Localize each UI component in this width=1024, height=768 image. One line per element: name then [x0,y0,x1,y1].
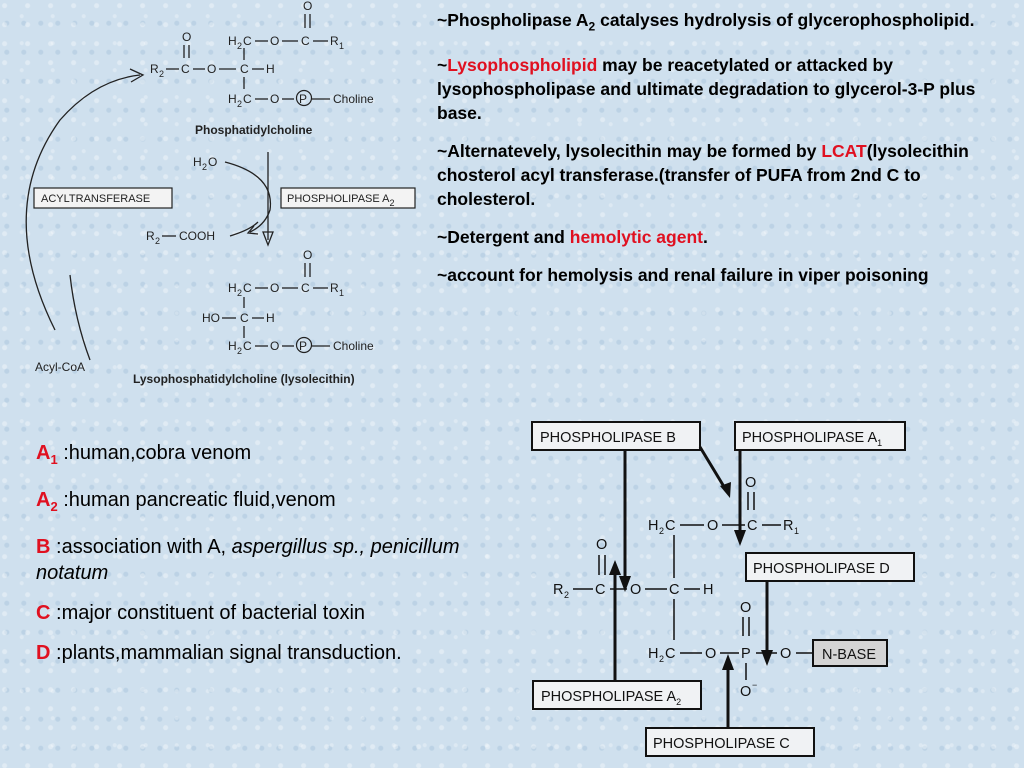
phospholipase-a1-label: PHOSPHOLIPASE $A_1$ [742,430,883,448]
phospholipase-d-label: PHOSPHOLIPASE D [753,561,890,577]
phospholipase-a2-label-diagram: PHOSPHOLIPASE $A_2$ [541,689,682,707]
svg-text:R: R [553,582,564,598]
svg-text:O: O [270,34,280,48]
svg-text:O: O [740,684,752,700]
svg-text:O: O [270,92,280,106]
svg-text:1: 1 [794,526,800,536]
type-b: B :association with A, aspergillus sp., penicillum notatum [36,536,460,584]
svg-text:C: C [301,281,310,295]
svg-text:O: O [182,30,192,44]
svg-text:2: 2 [237,99,243,109]
svg-text:1: 1 [339,41,345,51]
n-base-label: N-BASE [822,647,876,663]
svg-text:Choline: Choline [333,92,374,106]
svg-text:2: 2 [659,526,665,536]
svg-text:C: C [243,34,252,48]
svg-text:H: H [228,34,237,48]
svg-text:C: C [301,34,310,48]
svg-text:2: 2 [159,69,165,79]
svg-text:HO: HO [202,311,220,325]
acyltransferase-label: ACYLTRANSFERASE [41,193,151,205]
svg-text:O: O [705,646,717,662]
svg-text:C: C [181,62,190,76]
phospholipase-c-label: PHOSPHOLIPASE C [653,736,790,752]
svg-text:2: 2 [155,236,161,246]
phospholipase-a2-label: PHOSPHOLIPASE $A_2$ [287,193,395,208]
svg-text:P: P [299,92,308,106]
phosphatidylcholine-label: Phosphatidylcholine [195,123,313,137]
svg-text:1: 1 [339,288,345,298]
svg-text:O: O [207,62,217,76]
svg-text:O: O [745,475,757,491]
svg-text:H: H [228,92,237,106]
svg-text:R: R [330,281,339,295]
svg-text:C: C [240,311,249,325]
bullet-lcat: ~Alternatevely, lysolecithin may be formed by LCAT(lysolecithin chosterol acyl transferase.(transfer of PUFA from 2nd C to cholesterol. [437,140,969,209]
svg-text:2: 2 [564,590,570,600]
acyl-coa-label: Acyl-CoA [35,360,86,374]
svg-text:O: O [596,537,608,553]
svg-text:O: O [270,281,280,295]
svg-text:O: O [740,600,752,616]
svg-text:COOH: COOH [179,229,215,243]
bullet-phospholipase-a2: ~Phospholipase $A_2$ catalyses hydrolysis of glycerophospholipid. [437,10,975,34]
bullet-lysophospholipid: ~Lysophospholipid may be reacetylated or attacked by lysophospholipase and ultimate degradation to glycerol-3-P plus base. [437,54,976,123]
svg-text:H: H [648,646,659,662]
svg-text:Choline: Choline [333,339,374,353]
svg-text:C: C [243,92,252,106]
svg-text:O: O [303,248,313,262]
svg-text:C: C [665,518,676,534]
svg-text:H: H [266,311,275,325]
svg-text:H: H [266,62,275,76]
svg-text:O: O [270,339,280,353]
svg-text:O: O [780,646,792,662]
svg-text:C: C [665,646,676,662]
type-a2: $A_2$ :human pancreatic fluid,venom [36,489,336,514]
svg-text:R: R [330,34,339,48]
type-a1: $A_1$ :human,cobra venom [36,442,252,467]
svg-text:C: C [747,518,758,534]
bullet-hemolytic: ~Detergent and hemolytic agent. [437,226,708,247]
svg-text:O: O [303,0,313,13]
svg-text:2: 2 [237,41,243,51]
svg-text:R: R [150,62,159,76]
svg-text:P: P [299,339,308,353]
svg-text:H: H [228,339,237,353]
svg-text:C: C [243,281,252,295]
svg-text:P: P [741,646,751,662]
svg-text:C: C [243,339,252,353]
bullet-viper: ~account for hemolysis and renal failure in viper poisoning [437,264,929,285]
svg-text:C: C [240,62,249,76]
svg-text:2: 2 [202,162,208,172]
lysophosphatidylcholine-label: Lysophosphatidylcholine (lysolecithin) [133,372,355,386]
svg-text:2: 2 [237,346,243,356]
svg-text:H: H [703,582,714,598]
svg-text:H: H [193,155,202,169]
svg-text:2: 2 [659,654,665,664]
svg-text:H: H [228,281,237,295]
svg-text:R: R [783,518,794,534]
svg-text:H: H [648,518,659,534]
type-d: D :plants,mammalian signal transduction. [36,642,402,664]
phospholipase-b-label: PHOSPHOLIPASE B [540,430,676,446]
svg-text:R: R [146,229,155,243]
svg-text:2: 2 [237,288,243,298]
svg-text:−: − [752,680,758,690]
svg-text:C: C [595,582,606,598]
svg-text:O: O [208,155,218,169]
svg-text:O: O [630,582,642,598]
type-c: C :major constituent of bacterial toxin [36,602,366,624]
svg-text:O: O [707,518,719,534]
svg-text:C: C [669,582,680,598]
